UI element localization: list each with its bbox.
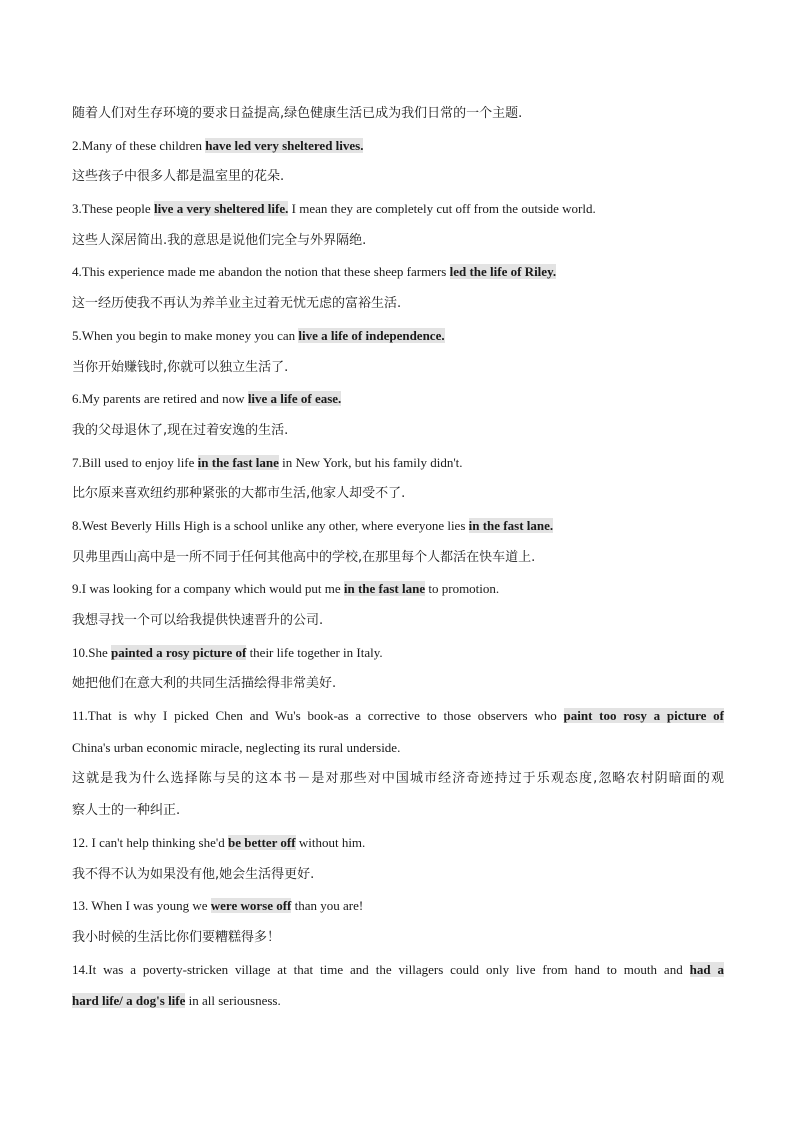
translation-line: [72, 668, 724, 700]
example-sentence-line: [72, 447, 724, 479]
text-segment: to promotion.: [425, 581, 500, 597]
text-segment: 这些孩子中很多人都是温室里的花朵.: [72, 169, 285, 185]
translation-line: [72, 542, 724, 574]
text-segment: 贝弗里西山高中是一所不同于任何其他高中的学校,在那里每个人都活在快车道上.: [72, 549, 536, 565]
translation-line: [72, 795, 724, 827]
highlighted-phrase: led the life of Riley.: [449, 264, 557, 280]
translation-line: [72, 352, 724, 384]
translation-line: [72, 922, 724, 954]
text-segment: 10.She: [72, 644, 111, 660]
translation-line: [72, 225, 724, 257]
text-segment: 4.This experience made me abandon the notion that these sheep farmers: [72, 264, 450, 280]
text-segment: 我不得不认为如果没有他,她会生活得更好.: [72, 866, 315, 882]
translation-line: [72, 161, 724, 193]
text-segment: 12. I can't help thinking she'd: [72, 834, 228, 850]
example-sentence-line: [72, 320, 724, 352]
text-segment: 当你开始赚钱时,你就可以独立生活了.: [72, 359, 289, 375]
translation-line: [72, 415, 724, 447]
example-sentence-line: [72, 130, 724, 162]
text-segment: 2.Many of these children: [72, 137, 206, 153]
highlighted-phrase: in the fast lane.: [468, 517, 554, 533]
highlighted-phrase: live a life of independence.: [298, 327, 445, 343]
example-sentence-line: [72, 193, 724, 225]
text-segment: 8.West Beverly Hills High is a school unlike any other, where everyone lies: [72, 517, 469, 533]
text-segment: 6.My parents are retired and now: [72, 391, 248, 407]
text-segment: 11.That is why I picked Chen and Wu's book-as a corrective to those observers who: [72, 708, 564, 724]
text-segment: without him.: [295, 834, 366, 850]
highlighted-phrase: live a life of ease.: [247, 391, 342, 407]
example-sentence-line: [72, 732, 724, 764]
text-segment: China's urban economic miracle, neglecting its rural underside.: [72, 739, 401, 755]
text-segment: 7.Bill used to enjoy life: [72, 454, 198, 470]
text-segment: 3.These people: [72, 201, 154, 217]
example-sentence-line: [72, 637, 724, 669]
translation-line: [72, 478, 724, 510]
text-segment: 比尔原来喜欢纽约那种紧张的大都市生活,他家人却受不了.: [72, 486, 406, 502]
text-segment: 我想寻找一个可以给我提供快速晋升的公司.: [72, 613, 324, 628]
text-segment: 察人士的一种纠正.: [72, 803, 181, 819]
text-segment: in New York, but his family didn't.: [278, 454, 463, 470]
translation-line: [72, 859, 724, 891]
highlighted-phrase: had a: [689, 961, 724, 977]
highlighted-phrase: in the fast lane: [343, 581, 426, 597]
text-segment: 14.It was a poverty-stricken village at that time and the villagers could only live from hand to mouth and: [72, 961, 690, 977]
highlighted-phrase: in the fast lane: [197, 454, 279, 470]
highlighted-phrase: paint too rosy a picture of: [563, 708, 724, 724]
translation-line: [72, 288, 724, 320]
document-body: [72, 98, 724, 1017]
example-sentence-line: [72, 510, 724, 542]
text-segment: 9.I was looking for a company which would put me: [72, 581, 344, 597]
highlighted-phrase: painted a rosy picture of: [111, 644, 247, 660]
text-segment: 5.When you begin to make money you can: [72, 327, 299, 343]
text-segment: 这就是我为什么选择陈与吴的这本书－是对那些对中国城市经济奇迹持过于乐观态度,忽略农村阴暗面的观: [72, 771, 724, 787]
highlighted-phrase: have led very sheltered lives.: [205, 137, 364, 153]
translation-line: [72, 605, 724, 637]
text-segment: 13. When I was young we: [72, 898, 211, 914]
example-sentence-line: [72, 700, 724, 732]
text-segment: I mean they are completely cut off from the outside world.: [288, 201, 596, 217]
highlighted-phrase: live a very sheltered life.: [153, 201, 289, 217]
text-segment: 我的父母退休了,现在过着安逸的生活.: [72, 422, 289, 438]
example-sentence-line: [72, 890, 724, 922]
text-segment: 随着人们对生存环境的要求日益提高,绿色健康生活已成为我们日常的一个主题.: [72, 106, 523, 121]
example-sentence-line: [72, 985, 724, 1017]
highlighted-phrase: hard life/ a dog's life: [72, 993, 186, 1009]
text-segment: their life together in Italy.: [246, 644, 383, 660]
translation-line: [72, 763, 724, 795]
example-sentence-line: [72, 954, 724, 986]
text-segment: 这些人深居简出.我的意思是说他们完全与外界隔绝.: [72, 232, 367, 248]
text-segment: 这一经历使我不再认为养羊业主过着无忧无虑的富裕生活.: [72, 296, 402, 312]
text-segment: 我小时候的生活比你们要糟糕得多！: [72, 929, 281, 945]
example-sentence-line: [72, 383, 724, 415]
text-segment: in all seriousness.: [185, 993, 281, 1009]
text-segment: 她把他们在意大利的共同生活描绘得非常美好.: [72, 676, 337, 692]
example-sentence-line: [72, 827, 724, 859]
translation-line: [72, 98, 724, 130]
highlighted-phrase: be better off: [227, 834, 296, 850]
text-segment: than you are!: [291, 898, 364, 914]
highlighted-phrase: were worse off: [210, 898, 292, 914]
example-sentence-line: [72, 256, 724, 288]
example-sentence-line: [72, 573, 724, 605]
